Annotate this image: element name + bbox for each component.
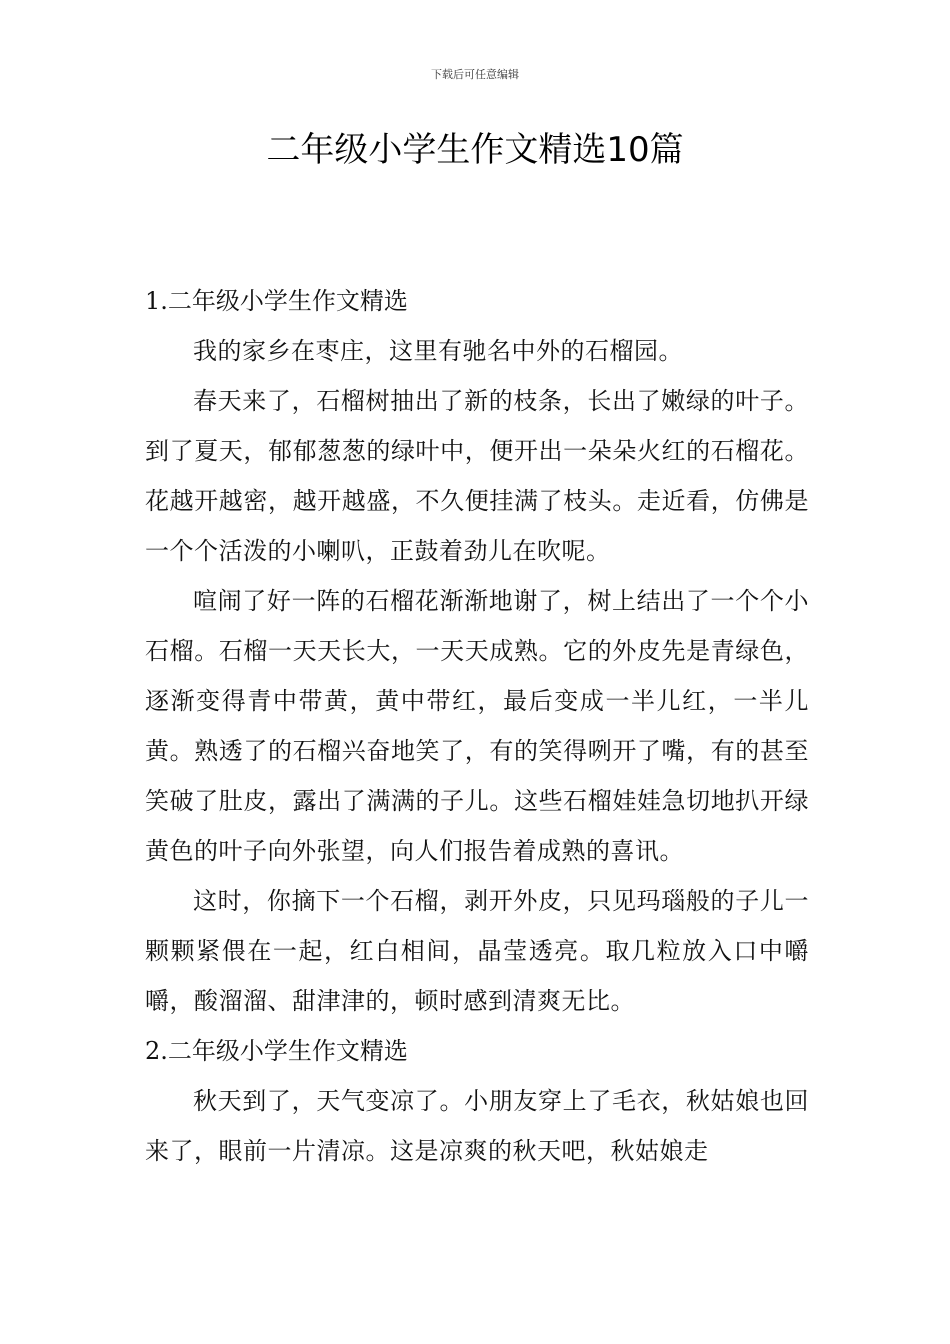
paragraph: 喧闹了好一阵的石榴花渐渐地谢了，树上结出了一个个小石榴。石榴一天天长大，一天天成熟。它的外皮先是青绿色，逐渐变得青中带黄，黄中带红，最后变成一半儿红，一半儿黄。熟透了的石榴兴奋地笑了，有的笑得咧开了嘴，有的甚至笑破了肚皮，露出了满满的子儿。这些石榴娃娃急切地扒开绿黄色的叶子向外张望，向人们报告着成熟的喜讯。 [145,587,809,865]
document-title: 二年级小学生作文精选10篇 [266,130,684,170]
section-heading: 2.二年级小学生作文精选 [145,1037,408,1065]
section-2 [145,1026,809,1176]
section-heading: 1.二年级小学生作文精选 [145,287,408,315]
header-note: 下载后可任意编辑 [431,68,519,81]
document-body [145,276,809,1176]
paragraph: 春天来了，石榴树抽出了新的枝条，长出了嫩绿的叶子。到了夏天，郁郁葱葱的绿叶中，便开出一朵朵火红的石榴花。花越开越密，越开越盛，不久便挂满了枝头。走近看，仿佛是一个个活泼的小喇叭，正鼓着劲儿在吹呢。 [145,387,809,565]
section-1 [145,276,809,1026]
paragraph: 秋天到了，天气变凉了。小朋友穿上了毛衣，秋姑娘也回来了，眼前一片清凉。这是凉爽的秋天吧，秋姑娘走 [145,1087,809,1165]
paragraph: 这时，你摘下一个石榴，剥开外皮，只见玛瑙般的子儿一颗颗紧偎在一起，红白相间，晶莹透亮。取几粒放入口中嚼嚼，酸溜溜、甜津津的，顿时感到清爽无比。 [145,887,809,1015]
paragraph: 我的家乡在枣庄，这里有驰名中外的石榴园。 [193,337,683,365]
